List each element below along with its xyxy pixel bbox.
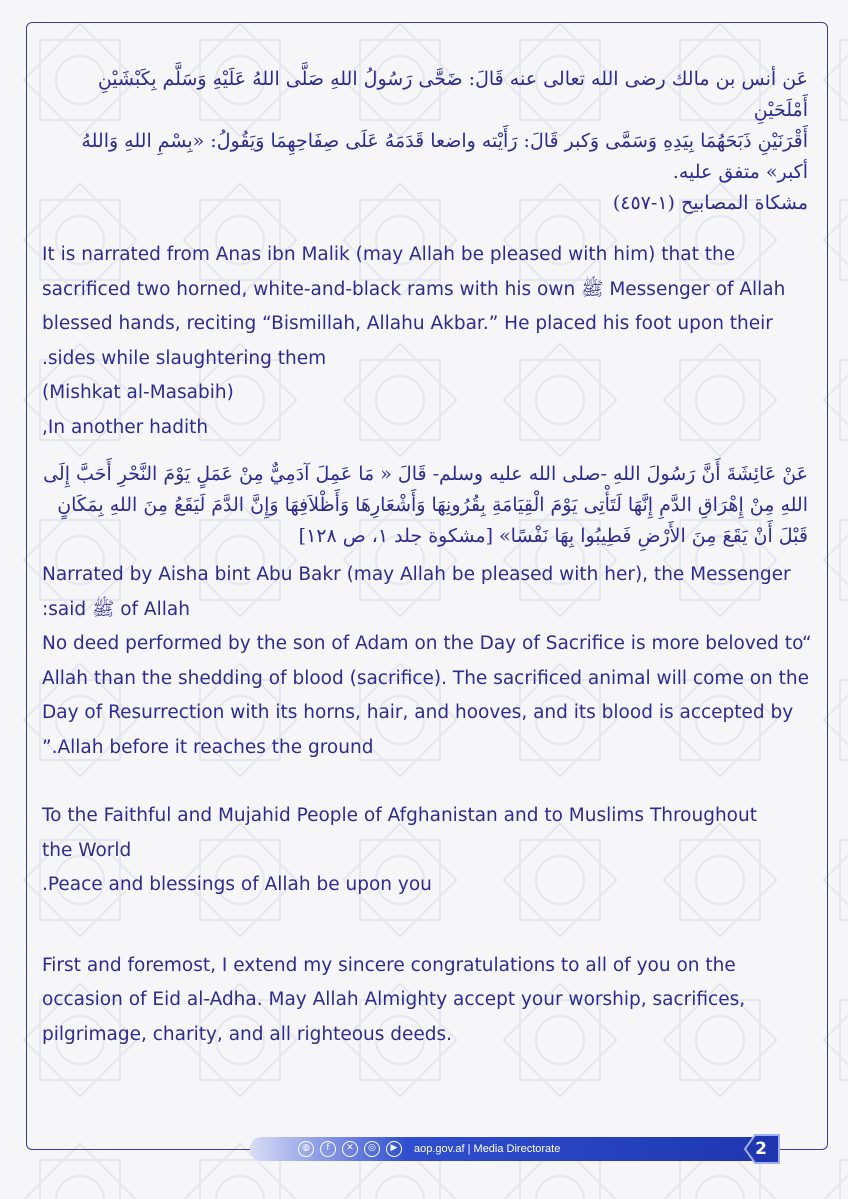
body-line: occasion of Eid al-Adha. May Allah Almighty accept your worship, sacrifices, [42,989,746,1010]
hadith1-arabic [42,64,808,219]
hadith1-english [42,238,808,445]
facebook-icon[interactable]: f [320,1141,336,1157]
english-line: .sides while slaughtering them [42,347,327,369]
footer [0,1133,848,1167]
arabic-line: أكبر» متفق عليه. [672,161,808,183]
instagram-icon[interactable]: ◎ [364,1141,380,1157]
arabic-line: أَقْرَنَيْنِ ذَبَحَهُمَا بِيَدِهِ وَسَمَّى وَكبر قَالَ: رَأَيْته واضعا قَدَمَهُ عَلَى صِفَاحِهِمَا وَيَقُولُ: «بِسْمِ اللهِ وَاللهُ [81,130,808,152]
body-paragraph [42,949,808,1053]
x-icon[interactable]: ✕ [342,1141,358,1157]
arabic-line: اللهِ مِنْ إِهْرَاقِ الدَّمِ إِنَّهَا لَتَأْتِى يَوْمَ الْقِيَامَةِ بِقُرُونِهَا وَأَشْعَارِهَا وَأَظْلاَفِهَا وَإِنَّ الدَّمَ لَيَقَعُ مِنَ اللهِ بِمَكَانٍ [57,494,808,516]
arabic-line: مشكاة المصابيح (١-٤٥٧) [612,192,808,214]
arabic-line: قَبْلَ أَنْ يَقَعَ مِنَ الأَرْضِ فَطِيبُوا بِهَا نَفْسًا» [مشكوة جلد ١، ص ١٢٨] [298,525,808,547]
body-line: First and foremost, I extend my sincere congratulations to all of you on the [42,954,736,976]
body-line: pilgrimage, charity, and all righteous deeds. [42,1023,453,1045]
arabic-line: عَن أنس بن مالك رضى الله تعالى عنه قَالَ: ضَحَّى رَسُولُ اللهِ صَلَّى اللهُ عَلَيْهِ وَسَلَّم بِكَبْشَيْنِ أَمْلَحَيْنِ [97,68,808,121]
english-line: :said ﷺ of Allah [42,598,190,620]
globe-icon[interactable]: ◍ [298,1141,314,1157]
hadith2-english [42,558,812,765]
english-line: It is narrated from Anas ibn Malik (may Allah be pleased with him) that the [42,244,736,265]
address-line: To the Faithful and Mujahid People of Afghanistan and to Muslims Throughout [42,805,757,826]
english-line: Day of Resurrection with its horns, hair, and hooves, and its blood is accepted by [42,702,794,723]
english-line: Narrated by Aisha bint Abu Bakr (may Allah be pleased with her), the Messenger [42,564,791,585]
english-line: ”.Allah before it reaches the ground [42,736,374,758]
address-line: the World [42,839,132,861]
site-link[interactable]: aop.gov.af | Media Directorate [414,1143,561,1155]
english-line: (Mishkat al-Masabih) [42,382,234,403]
page-number: 2 [755,1139,767,1159]
english-line: No deed performed by the son of Adam on the Day of Sacrifice is more beloved to“ [42,633,812,654]
english-line: Allah than the shedding of blood (sacrifice). The sacrificed animal will come on the [42,667,809,689]
page-content [42,50,812,1052]
address-block [42,799,808,903]
arabic-line: عَنْ عَائِشَةَ أَنَّ رَسُولَ اللهِ -صلى الله عليه وسلم- قَالَ « مَا عَمِلَ آدَمِيٌّ مِنْ عَمَلٍ يَوْمَ النَّحْرِ أَحَبَّ إِلَى [43,463,808,485]
hadith2-arabic [42,459,808,552]
youtube-icon[interactable]: ▶ [386,1141,402,1157]
address-line: .Peace and blessings of Allah be upon you [42,874,432,895]
english-line: ,In another hadith [42,416,209,438]
english-line: sacrificed two horned, white-and-black rams with his own ﷺ Messenger of Allah [42,278,786,300]
english-line: blessed hands, reciting “Bismillah, Allahu Akbar.” He placed his foot upon their [42,313,773,334]
